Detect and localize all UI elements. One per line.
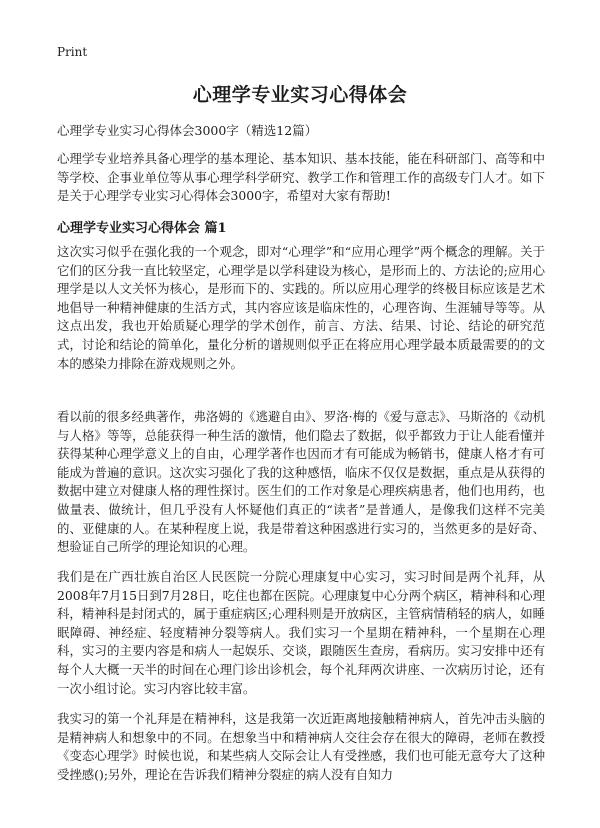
section-heading: 心理学专业实习心得体会 篇1 [57, 221, 227, 236]
body-paragraph: 我实习的第一个礼拜是在精神科，这是我第一次近距离地接触精神病人，首先冲击头脑的是精神病人和想象中的不同。在想象当中和精神病人交往会存在很大的障碍，老师在教授《变态心理学》时候也说，和某些病人交际会让人有受挫感，我们也可能无意夸大了这种受挫感();另外，理论在告诉我们精神分裂症的病人没有自知力 [57, 711, 545, 782]
intro-paragraph: 心理学专业培养具备心理学的基本理论、基本知识、基本技能，能在科研部门、高等和中等学校、企事业单位等从事心理学科学研究、教学工作和管理工作的高级专门人才。如下是关于心理学专业实习心得体会3000字，希望对大家有帮助! [57, 151, 545, 204]
body-paragraph: 看以前的很多经典著作，弗洛姆的《逃避自由》、罗洛·梅的《爱与意志》、马斯洛的《动机与人格》等等，总能获得一种生活的激情，他们隐去了数据，似乎都致力于让人能看懂并获得某种心理学意义上的自由，心理学著作也因而才有可能成为畅销书，健康人格才有可能成为普遍的意识。这次实习强化了我的这种感悟，临床不仅仅是数据，重点是从获得的数据中建立对健康人格的理性探讨。医生们的工作对象是心理疾病患者，他们也用药，也做量表、做统计，但几乎没有人怀疑他们真正的“读者”是普通人，是像我们这样不完美的、亚健康的人。在某种程度上说，我是带着这种困惑进行实习的，当然更多的是好奇、想验证自己所学的理论知识的心理。 [57, 409, 545, 555]
document-subtitle: 心理学专业实习心得体会3000字（精选12篇） [57, 123, 318, 138]
body-paragraph: 这次实习似乎在强化我的一个观念，即对“心理学”和“应用心理学”两个概念的理解。关于它们的区分我一直比较坚定，心理学是以学科建设为核心，是形而上的、方法论的;应用心理学是以人文关怀为核心，是形而下的、实践的。所以应用心理学的终极目标应该是艺术地倡导一种精神健康的生活方式，其内容应该是临床性的，心理咨询、生涯辅导等等。从这点出发，我也开始质疑心理学的学术创作，前言、方法、结果、讨论、结论的研究范式，讨论和结论的简单化，量化分析的谱规则似乎正在将应用心理学最本质最需要的的文本的感染力排除在游戏规则之外。 [57, 244, 545, 371]
print-link[interactable]: Print [57, 45, 88, 59]
body-paragraph: 我们是在广西壮族自治区人民医院一分院心理康复中心实习，实习时间是两个礼拜，从2008年7月15日到7月28日，吃住也都在医院。心理康复中心分两个病区，精神科和心理科，精神科是封闭式的，属于重症病区;心理科则是开放病区，主管病情稍轻的病人，如睡眠障碍、神经症、轻度精神分裂等病人。我们实习一个星期在精神科，一个星期在心理科，实习的主要内容是和病人一起娱乐、交谈，跟随医生查房，看病历。实习安排中还有每个人大概一天半的时间在心理门诊出诊机会，每个礼拜两次讲座、一次病历讨论，还有一次小组讨论。实习内容比较丰富。 [57, 569, 545, 696]
page-title: 心理学专业实习心得体会 [192, 84, 408, 106]
